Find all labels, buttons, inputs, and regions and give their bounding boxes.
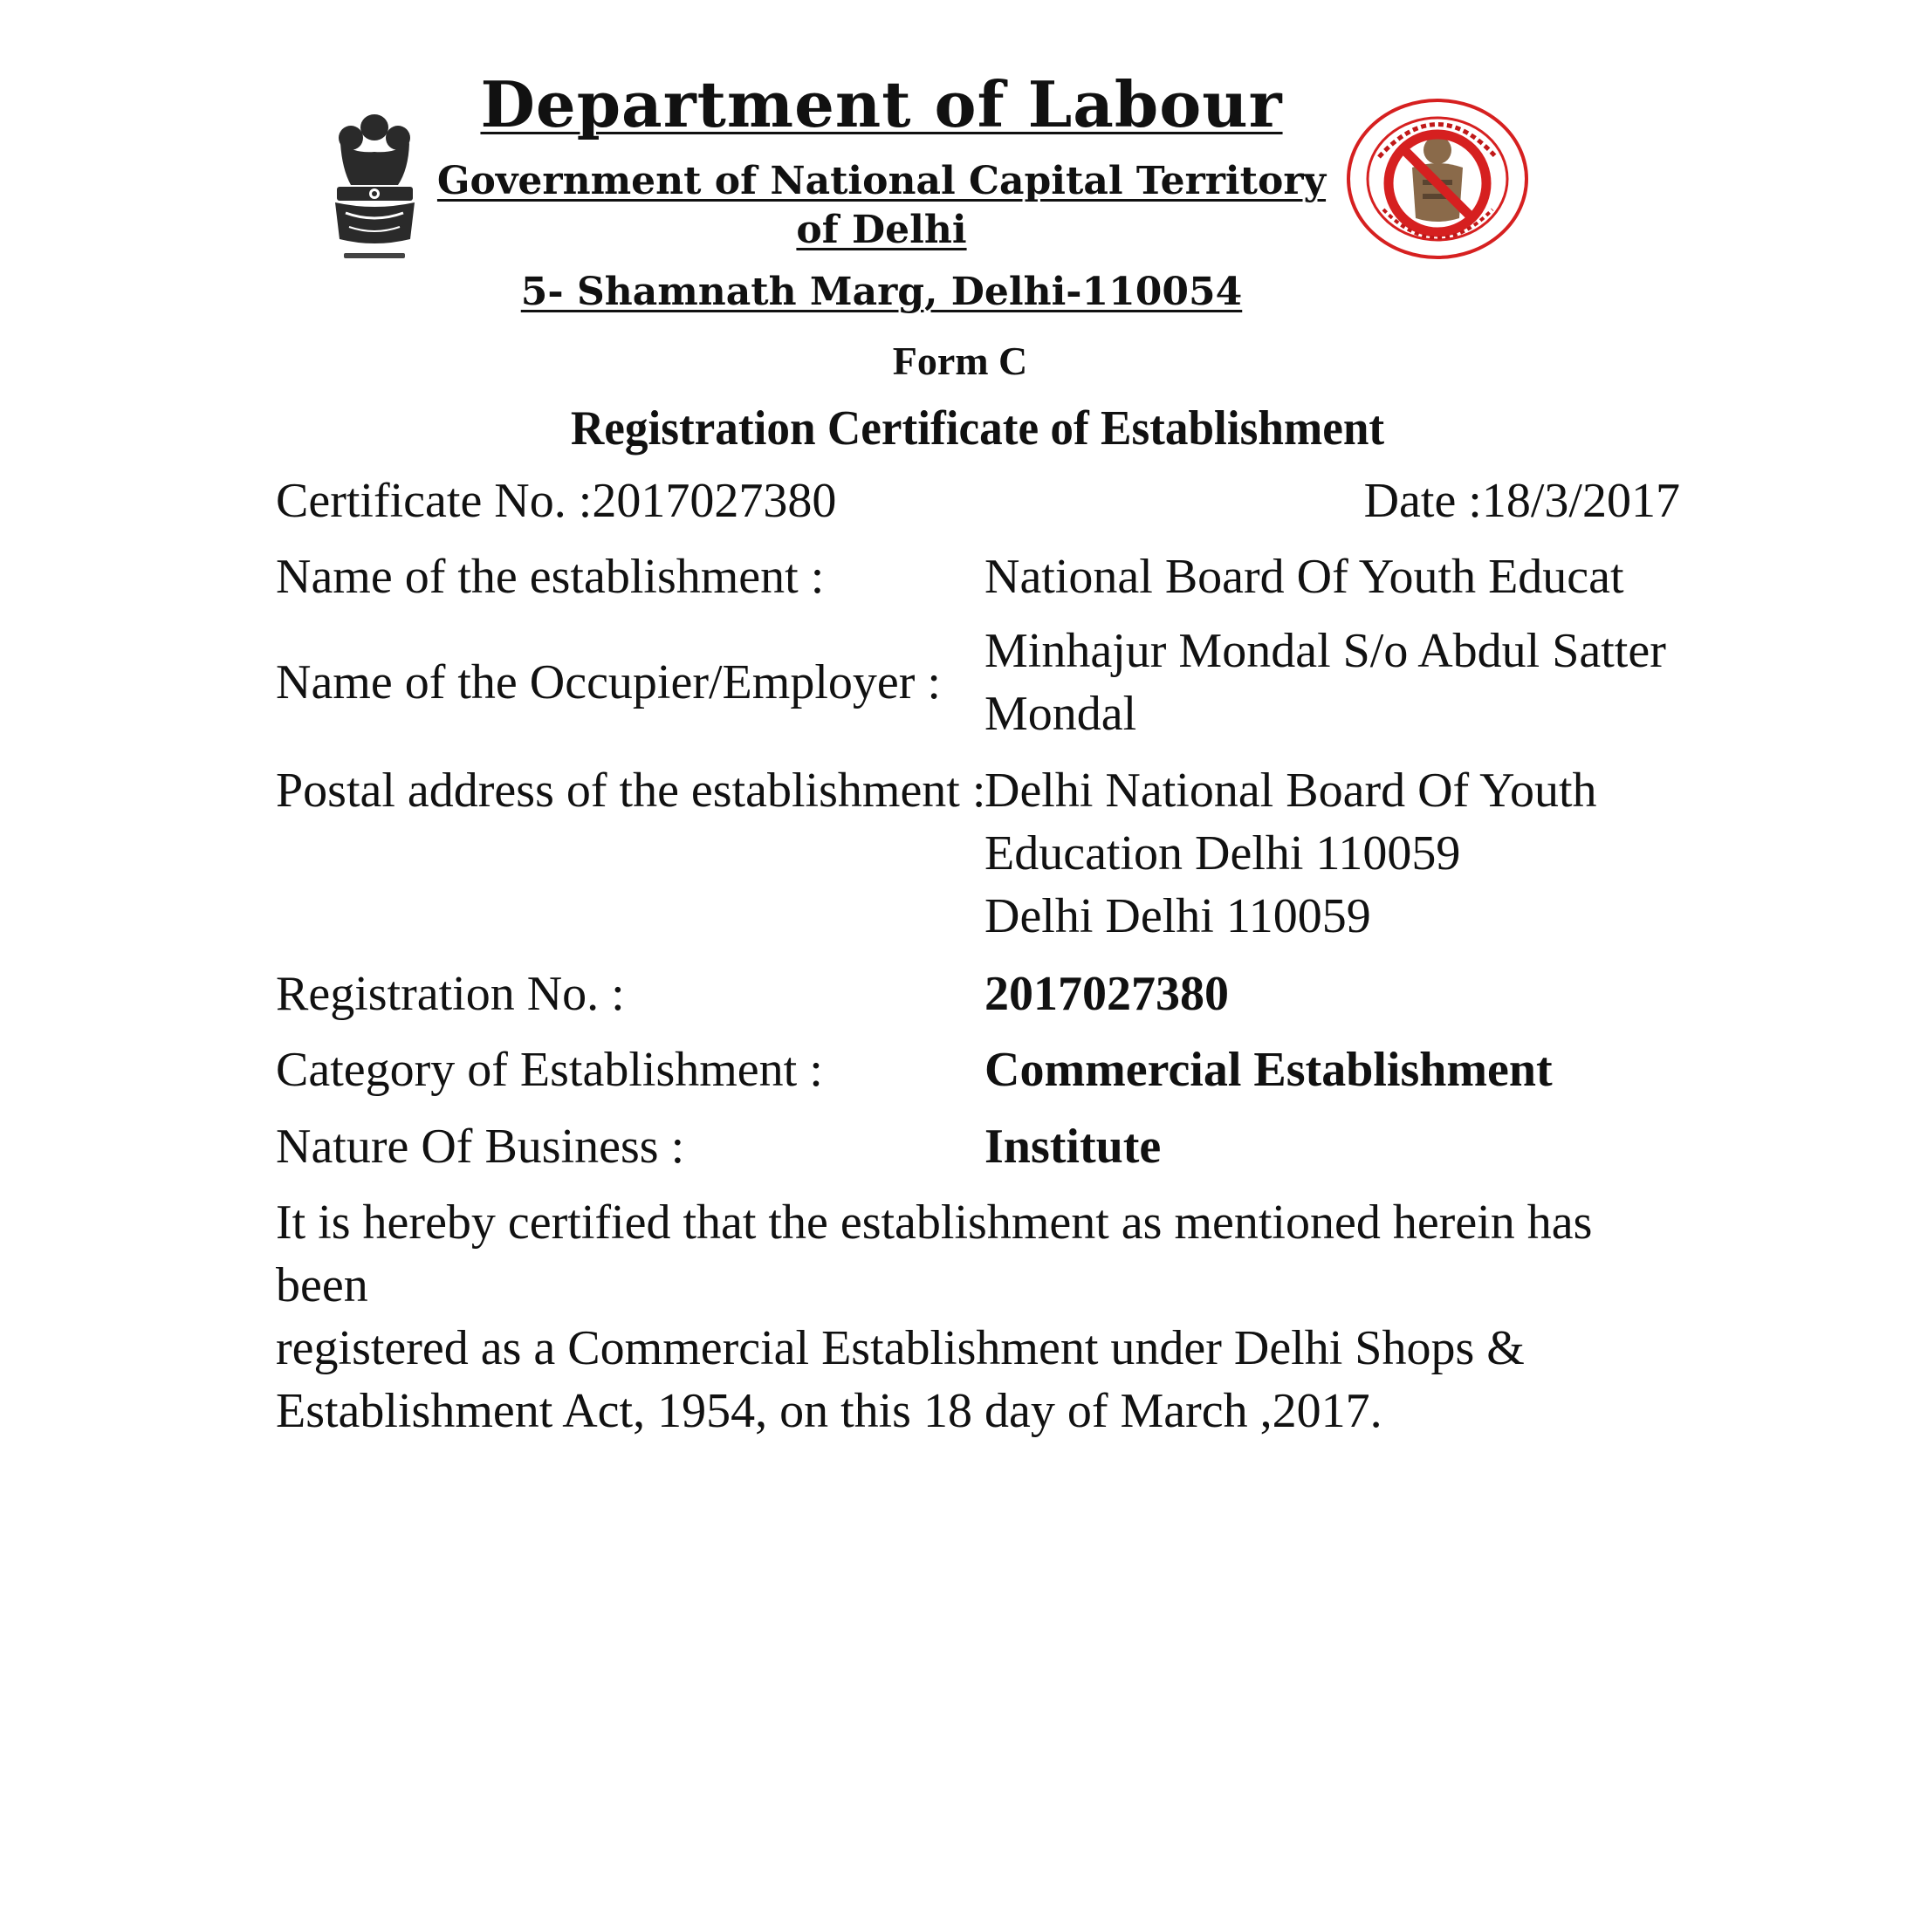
certificate-number-value: 2017027380 bbox=[592, 474, 837, 528]
certification-statement bbox=[276, 1191, 1690, 1442]
establishment-name-label: Name of the establishment : bbox=[276, 550, 825, 604]
say-no-to-child-labour-logo-icon bbox=[1344, 96, 1532, 262]
nature-of-business-label: Nature Of Business : bbox=[276, 1120, 685, 1174]
postal-address-line-1: Delhi National Board Of Youth bbox=[984, 764, 1597, 818]
department-address: 5- Shamnath Marg, Delhi-110054 bbox=[520, 270, 1243, 314]
government-line-1: Government of National Capital Territory bbox=[436, 159, 1327, 203]
department-title: Department of Labour bbox=[480, 67, 1283, 141]
category-value: Commercial Establishment bbox=[984, 1043, 1553, 1097]
certificate-title: Registration Certificate of Establishment bbox=[570, 401, 1385, 456]
certificate-number bbox=[276, 469, 836, 532]
statement-line-1: It is hereby certified that the establishment as mentioned herein has been bbox=[276, 1196, 1593, 1312]
occupier-value-line-1: Minhajur Mondal S/o Abdul Satter bbox=[984, 624, 1666, 678]
category-label: Category of Establishment : bbox=[276, 1043, 823, 1097]
certificate-date-value: 18/3/2017 bbox=[1481, 474, 1680, 528]
postal-address-label: Postal address of the establishment : bbox=[276, 764, 986, 818]
certificate-date bbox=[1364, 469, 1680, 532]
certificate-date-label: Date : bbox=[1363, 474, 1482, 528]
occupier-label: Name of the Occupier/Employer : bbox=[276, 655, 941, 709]
government-line-2: of Delhi bbox=[796, 208, 967, 252]
nature-of-business-value: Institute bbox=[984, 1120, 1162, 1174]
form-name: Form C bbox=[892, 339, 1028, 383]
statement-line-2: registered as a Commercial Establishment under Delhi Shops & bbox=[276, 1321, 1525, 1375]
registration-number-value: 2017027380 bbox=[984, 967, 1229, 1021]
certificate-number-label: Certificate No. : bbox=[276, 474, 593, 528]
establishment-name-value: National Board Of Youth Educat bbox=[984, 550, 1624, 604]
postal-address-line-2: Education Delhi 110059 bbox=[984, 826, 1461, 880]
registration-number-label: Registration No. : bbox=[276, 967, 625, 1021]
postal-address-line-3: Delhi Delhi 110059 bbox=[984, 889, 1371, 943]
occupier-value-line-2: Mondal bbox=[984, 687, 1137, 741]
statement-line-3: Establishment Act, 1954, on this 18 day of March ,2017. bbox=[276, 1384, 1382, 1438]
state-emblem-icon bbox=[325, 108, 425, 267]
